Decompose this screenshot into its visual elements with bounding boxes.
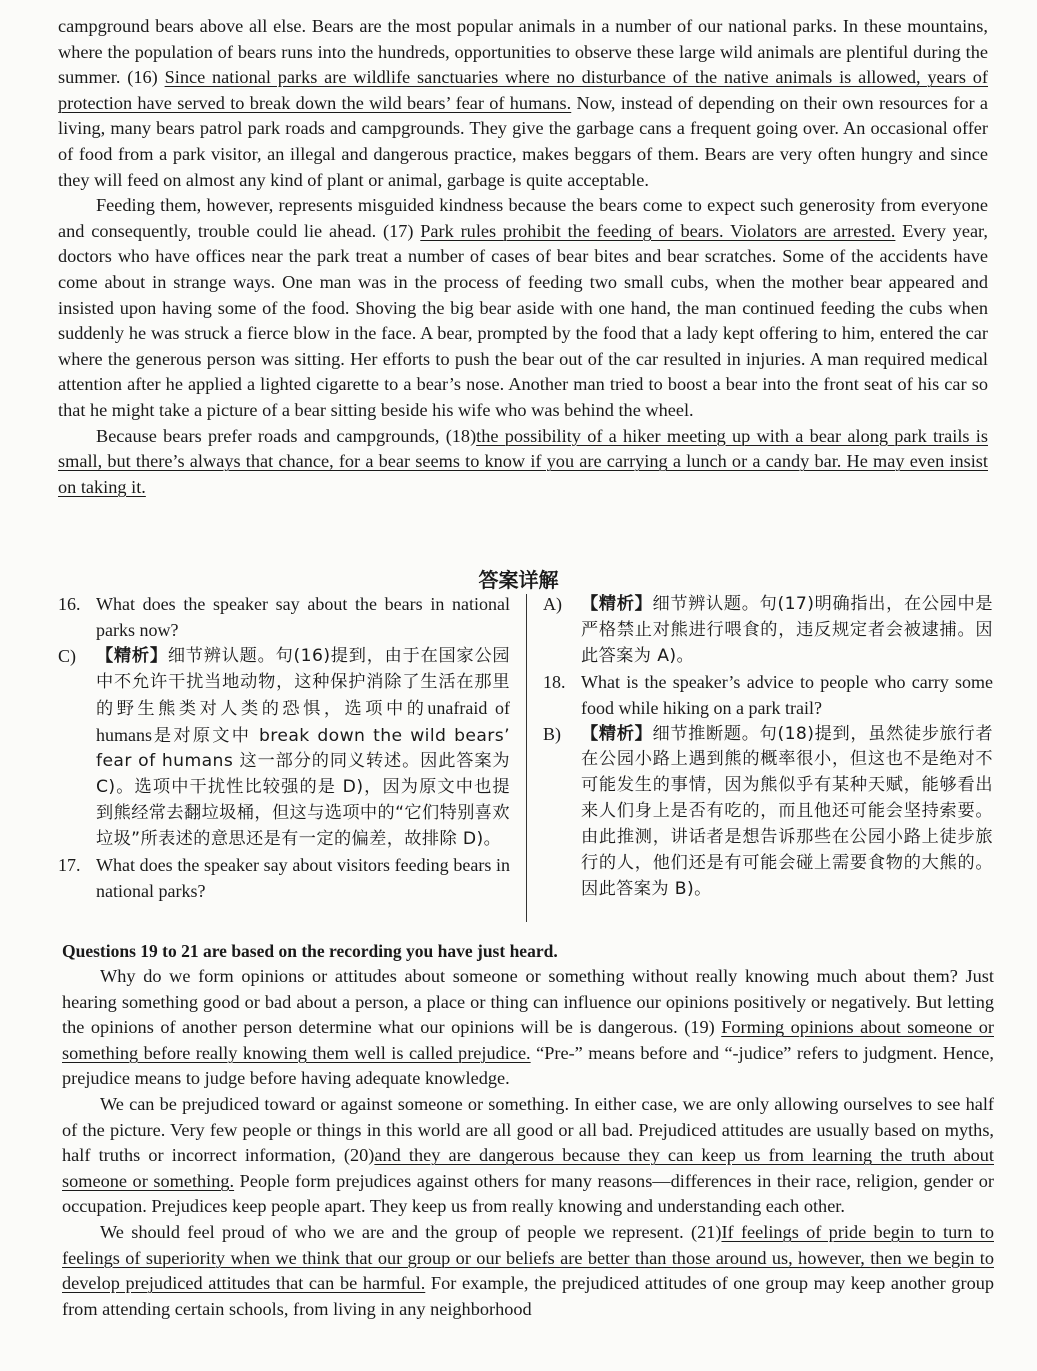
passage-bottom [62, 938, 994, 1322]
analysis-16: C) 【精析】细节辨认题。句(16)提到，由于在国家公园中不允许干扰当地动物，这种保护消除了生活在那里的野生熊类对人类的恐惧，选项中的unafraid of humans是对原文中 break down the wild bears’ fear of humans 这一部分的同义转述。因此答案为 C)。选项中干扰性比较强的是 D)，因为原文中也提到熊经常去翻垃圾桶，但这与选项中的“它们特别喜欢垃圾”所表述的意思还是有一定的偏差，故排除 D)。 [58, 645, 511, 850]
underlined-sentence-16: Since national parks are wildlife sanctuaries where no disturbance of the native animals is allowed, years of protection have served to break down the wild bears’ fear of humans. [58, 67, 989, 113]
underlined-sentence-19: Forming opinions about someone or something before really knowing them well is called prejudice. [62, 1017, 994, 1063]
underlined-sentence-18: the possibility of a hiker meeting up with a bear along park trails is small, but there’s always that chance, for a bear seems to know if you are carrying a lunch or a candy bar. He may even insist on taking it. [58, 425, 988, 497]
analysis-18: B) 【精析】细节推断题。句(18)提到，虽然徒步旅行者在公园小路上遇到熊的概率很小，但这也不是绝对不可能发生的事情，因为熊似乎有某种天赋，能够看出来人们身上是否有吃的，而且他还可能会坚持索要。由此推测，讲话者是想告诉那些在公园小路上徒步旅行的人，他们还是有可能会碰上需要食物的大熊的。因此答案为 B)。 [543, 723, 993, 899]
paragraph-6: We should feel proud of who we are and the group of people we represent. (21)If feelings of pride begin to turn to feelings of superiority when we think that our group or our beliefs are better than those around us, however, then we begin to develop prejudiced attitudes that can be harmful. For example, the prejudiced attitudes of one group may keep another group from attending certain schools, from living in any neighborhood [62, 1221, 994, 1319]
paragraph-3: Because bears prefer roads and campgrounds, (18)the possibility of a hiker meeting up with a bear along park trails is small, but there’s always that chance, for a bear seems to know if you are carrying a lunch or a candy bar. He may even insist on taking it. [58, 425, 988, 497]
underlined-sentence-21: If feelings of pride begin to turn to feelings of superiority when we think that our group or our beliefs are better than those around us, however, then we begin to develop prejudiced attitudes that can be harmful. [62, 1221, 994, 1294]
passage-top [58, 14, 988, 500]
answer-column-right [543, 592, 993, 903]
paragraph-1: campground bears above all else. Bears are the most popular animals in a number of our national parks. In these mountains, where the population of bears runs into the hundreds, opportunities to observe these large wild animals are plentiful during the summer. (16) Since national parks are wildlife sanctuaries where no disturbance of the native animals is allowed, years of protection have served to break down the wild bears’ fear of humans. Now, instead of depending on their own resources for a living, many bears patrol park roads and campgrounds. They give the garbage cans a frequent going over. An occasional offer of food from a park visitor, an illegal and dangerous practice, makes beggars of them. Bears are very often hungry and since they will feed on almost any kind of plant or animal, garbage is quite acceptable. [58, 16, 989, 190]
paragraph-5: We can be prejudiced toward or against someone or something. In either case, we are only allowing ourselves to see half of the picture. Very few people or things in this world are all good or all bad. Prejudiced attitudes are usually based on myths, half truths or incorrect information, (20)and they are dangerous because they can keep us from learning the truth about someone or something. People form prejudices against others for many reasons—differences in their race, religion, gender or occupation. Prejudices keep people apart. They keep us from really knowing and understanding each other. [62, 1093, 995, 1217]
section-heading: 答案详解 [478, 568, 559, 592]
question-17: 17. What does the speaker say about visitors feeding bears in national parks? [58, 855, 510, 901]
underlined-sentence-20: and they are dangerous because they can keep us from learning the truth about someone or something. [62, 1145, 994, 1191]
question-18: 18. What is the speaker’s advice to people who carry some food while hiking on a park trail? [543, 671, 993, 718]
underlined-sentence-17: Park rules prohibit the feeding of bears. Violators are arrested. [420, 220, 896, 241]
answer-column-left [58, 592, 510, 905]
paragraph-4: Why do we form opinions or attitudes about someone or something without really knowing much about them? Just hearing something good or bad about a person, a place or thing can influence our opinions positively or negatively. But letting the opinions of another person determine what our opinions will be is dangerous. (19) Forming opinions about someone or something before really knowing them well is called prejudice. “Pre-” means before and “-judice” refers to judgment. Hence, prejudice means to judge before having adequate knowledge. [62, 966, 994, 1089]
analysis-17: A) 【精析】细节辨认题。句(17)明确指出，在公园中是严格禁止对熊进行喂食的，违反规定者会被逮捕。因此答案为 A)。 [543, 594, 993, 666]
questions-heading: Questions 19 to 21 are based on the recording you have just heard. [62, 941, 558, 961]
paragraph-2: Feeding them, however, represents misguided kindness because the bears come to expect such generosity from everyone and consequently, trouble could lie ahead. (17) Park rules prohibit the feeding of bears. Violators are arrested. Every year, doctors who have offices near the park treat a number of cases of bear bites and bear scratches. Some of the accidents have come about in strange ways. One man was in the process of feeding two small cubs, when the mother bear appeared and insisted upon having some of the food. Shoving the big bear aside with one hand, the man continued feeding the cubs when suddenly he was struck a fierce blow in the face. A bear, prompted by the food that a lady kept offering to him, entered the car where the generous person was sitting. Her efforts to push the bear out of the car resulted in injuries. A man required medical attention after he applied a lighted cigarette to a bear’s nose. Another man tried to boost a bear into the front seat of his car so that he might take a picture of a bear sitting beside his wife who was behind the wheel. [58, 195, 988, 420]
column-divider [526, 594, 527, 922]
question-16: 16. What does the speaker say about the bears in national parks now? [58, 594, 510, 640]
